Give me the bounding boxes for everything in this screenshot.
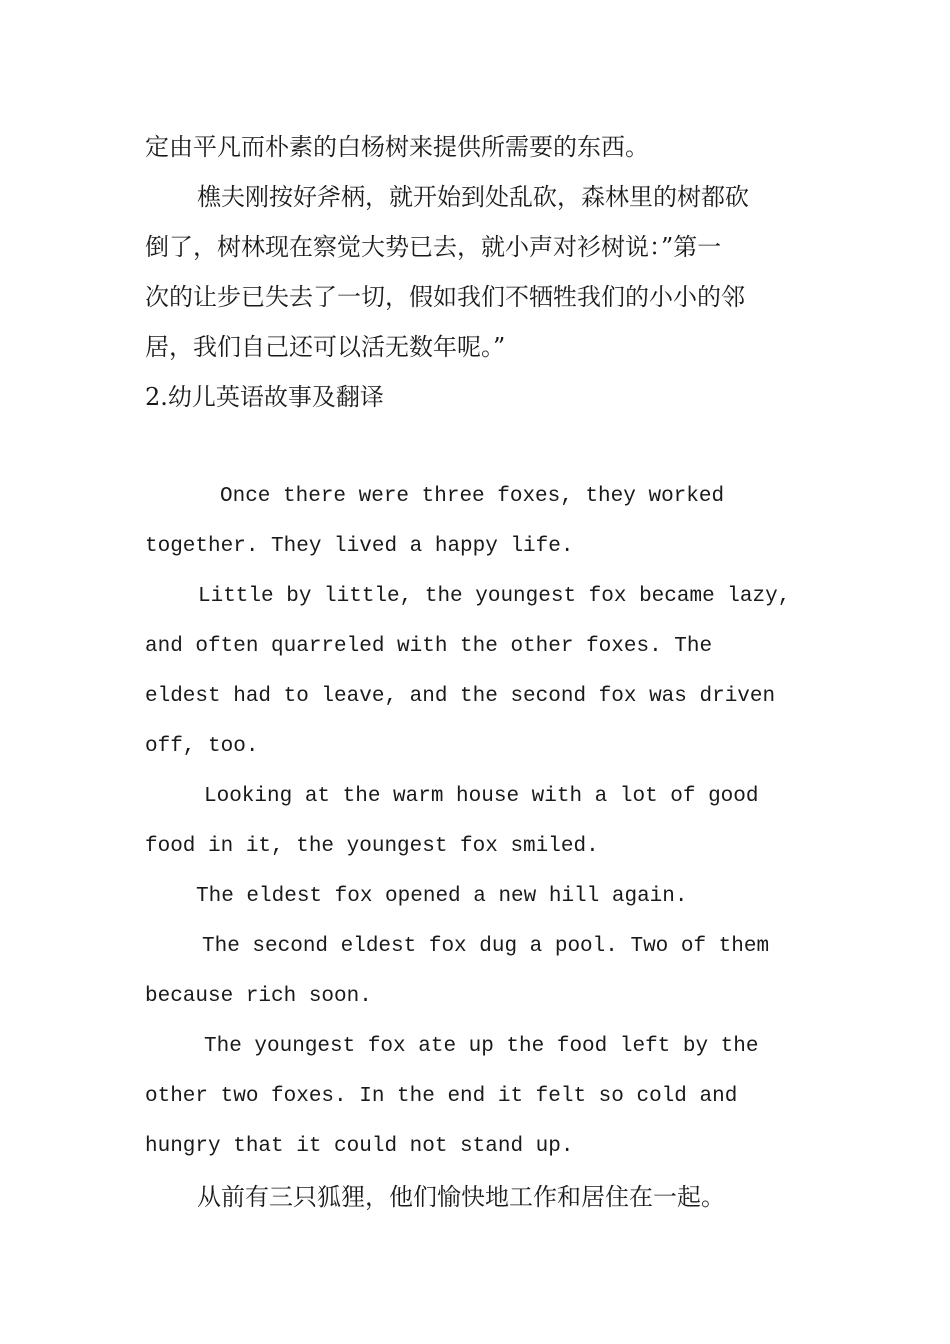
story-paragraph (145, 1022, 805, 1172)
text-line: 樵夫刚按好斧柄，就开始到处乱砍，森林里的树都砍 (197, 183, 749, 211)
text-line: off, too. (145, 735, 259, 758)
story-chinese-paragraph (145, 1172, 805, 1222)
text-line: together. They lived a happy life. (145, 535, 574, 558)
text-line: other two foxes. In the end it felt so cold and (145, 1085, 738, 1108)
text-line: The eldest fox opened a new hill again. (196, 885, 688, 908)
text-line: 倒了，树林现在察觉大势已去，就小声对衫树说：”第一 (145, 233, 722, 261)
text-line: eldest had to leave, and the second fox was driven (145, 685, 776, 708)
text-line: and often quarreled with the other foxes. The (145, 635, 713, 658)
story-paragraph (145, 772, 805, 872)
text-line: 从前有三只狐狸，他们愉快地工作和居住在一起。 (197, 1183, 725, 1211)
text-line: Little by little, the youngest fox became lazy, (198, 585, 791, 608)
section-heading: 2.幼儿英语故事及翻译 (145, 383, 384, 411)
paragraph-continuation (145, 122, 805, 172)
story-paragraph (145, 922, 805, 1022)
text-line: hungry that it could not stand up. (145, 1135, 574, 1158)
document-page (145, 122, 805, 1222)
story-paragraph (145, 872, 805, 922)
text-line: food in it, the youngest fox smiled. (145, 835, 599, 858)
story-paragraph (145, 472, 805, 572)
text-line: The youngest fox ate up the food left by the (204, 1035, 759, 1058)
story-paragraph (145, 572, 805, 772)
blank-line (145, 422, 805, 472)
text-line: 定由平凡而朴素的白杨树来提供所需要的东西。 (145, 133, 649, 161)
text-line: 居，我们自己还可以活无数年呢。” (145, 333, 506, 361)
story-english (145, 472, 805, 1172)
paragraph-woodcutter (145, 172, 805, 372)
text-line: Looking at the warm house with a lot of good (204, 785, 759, 808)
text-line: Once there were three foxes, they worked (220, 485, 725, 508)
text-line: 次的让步已失去了一切，假如我们不牺牲我们的小小的邻 (145, 283, 745, 311)
text-line: because rich soon. (145, 985, 372, 1008)
text-line: The second eldest fox dug a pool. Two of them (202, 935, 770, 958)
